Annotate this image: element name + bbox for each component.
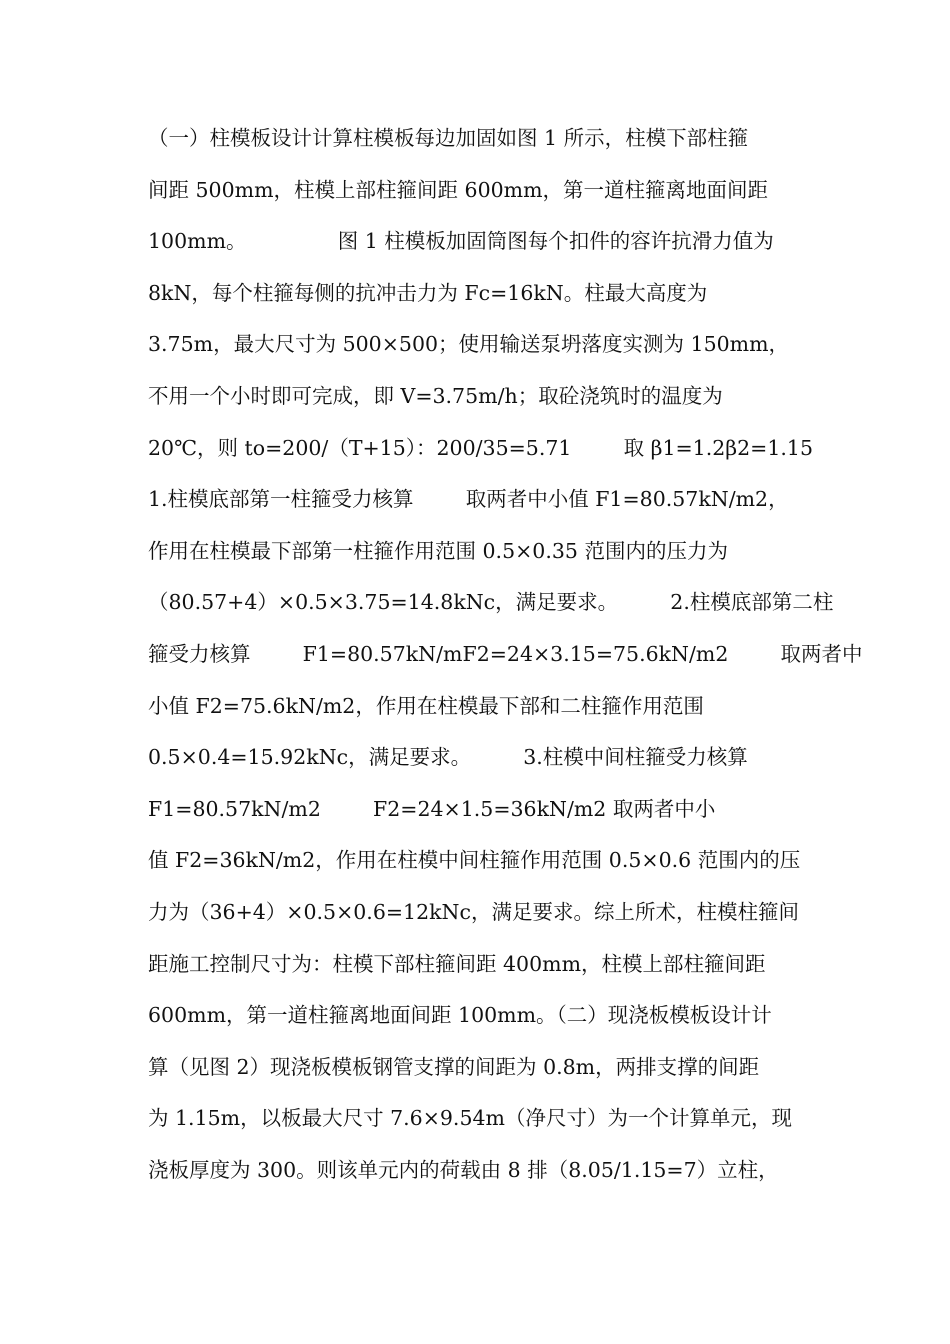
text-line: 600mm，第一道柱箍离地面间距 100mm。（二）现浇板模板设计计	[148, 1003, 772, 1028]
text-line: 距施工控制尺寸为：柱模下部柱箍间距 400mm，柱模上部柱箍间距	[148, 951, 766, 976]
text-line: 值 F2=36kN/m2，作用在柱模中间柱箍作用范围 0.5×0.6 范围内的压	[148, 848, 801, 873]
text-line: 20℃，则 to=200/（T+15）：200/35=5.71 取 β1=1.2β2=1.15	[148, 435, 813, 460]
text-line: 0.5×0.4=15.92kNc，满足要求。 3.柱模中间柱箍受力核算	[148, 745, 748, 770]
text-line: 8kN，每个柱箍每侧的抗冲击力为 Fc=16kN。柱最大高度为	[148, 280, 708, 305]
text-line: 3.75m，最大尺寸为 500×500；使用输送泵坍落度实测为 150mm，	[148, 332, 790, 357]
text-line: 100mm。 图 1 柱模板加固筒图每个扣件的容许抗滑力值为	[148, 229, 774, 254]
body-text	[148, 116, 863, 1199]
text-line: （80.57+4）×0.5×3.75=14.8kNc，满足要求。 2.柱模底部第二柱	[148, 590, 834, 615]
text-line: 力为（36+4）×0.5×0.6=12kNc，满足要求。综上所术，柱模柱箍间	[148, 899, 799, 924]
text-line: 间距 500mm，柱模上部柱箍间距 600mm，第一道柱箍离地面间距	[148, 177, 769, 202]
text-line: 浇板厚度为 300。则该单元内的荷载由 8 排（8.05/1.15=7）立柱，	[148, 1157, 779, 1182]
text-line: 小值 F2=75.6kN/m2，作用在柱模最下部和二柱箍作用范围	[148, 693, 704, 718]
text-line: 1.柱模底部第一柱箍受力核算 取两者中小值 F1=80.57kN/m2，	[148, 487, 789, 512]
text-line: 箍受力核算 F1=80.57kN/mF2=24×3.15=75.6kN/m2 取两者中	[148, 641, 863, 666]
text-line: （一）柱模板设计计算柱模板每边加固如图 1 所示，柱模下部柱箍	[148, 126, 749, 150]
text-line: 算（见图 2）现浇板模板钢管支撑的间距为 0.8m，两排支撑的间距	[148, 1054, 760, 1079]
text-line: 不用一个小时即可完成，即 V=3.75m/h；取砼浇筑时的温度为	[148, 383, 723, 408]
text-line: 作用在柱模最下部第一柱箍作用范围 0.5×0.35 范围内的压力为	[148, 538, 728, 563]
text-line: F1=80.57kN/m2 F2=24×1.5=36kN/m2 取两者中小	[148, 796, 716, 821]
text-line: 为 1.15m，以板最大尺寸 7.6×9.54m（净尺寸）为一个计算单元，现	[148, 1106, 792, 1131]
